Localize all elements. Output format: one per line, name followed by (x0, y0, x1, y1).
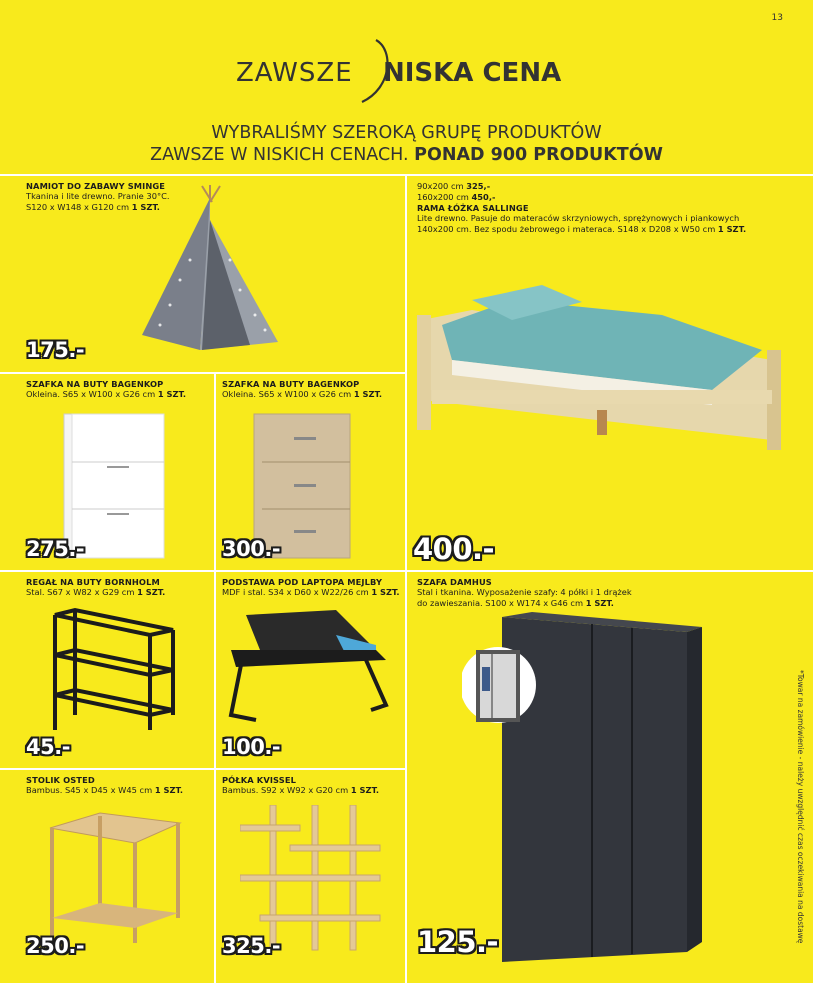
product-dimensions: MDF i stal. S34 x D60 x W22/26 cm (222, 587, 369, 597)
product-dimensions: S120 x W148 x G120 cm (26, 202, 130, 212)
product-dimensions: 140x200 cm. Bez spodu żebrowego i materaca. S148 x D208 x W50 cm (417, 224, 716, 234)
product-shoe-rack[interactable] (26, 577, 212, 598)
shoe-rack-image (45, 605, 180, 735)
page-number: 13 (771, 13, 783, 23)
product-bed[interactable] (417, 181, 797, 235)
product-qty: 1 SZT. (371, 587, 400, 597)
price-shelf: 325.- (222, 934, 281, 958)
bed-variant1 (417, 181, 797, 192)
variant-size: 160x200 cm (417, 192, 469, 202)
wardrobe-image (462, 612, 707, 972)
product-qty: 1 SZT. (717, 224, 747, 234)
variant-size: 90x200 cm (417, 181, 464, 191)
bed-image (412, 280, 797, 460)
side-note-text: *Towar na zamówienie - należy uwzględnić czas oczekiwania na dostawę (796, 670, 805, 944)
price-shoe-rack: 45.- (26, 735, 70, 759)
product-qty: 1 SZT. (353, 389, 383, 399)
divider-vertical-main (405, 174, 407, 983)
price-shoe-cabinet-oak: 300.- (222, 537, 281, 561)
product-dimensions: Bambus. S45 x D45 x W45 cm (26, 785, 153, 795)
product-desc: Tkanina i lite drewno. Pranie 30°C. (26, 191, 170, 201)
product-name: SZAFA DAMHUS (417, 577, 492, 587)
headline-line2 (0, 144, 813, 166)
product-qty: 1 SZT. (585, 598, 614, 608)
side-table-image (40, 808, 190, 948)
product-size (222, 587, 402, 598)
product-dimensions: Okleina. S65 x W100 x G26 cm (26, 389, 156, 399)
product-name: STOLIK OSTED (26, 775, 95, 785)
product-dimensions: Okleina. S65 x W100 x G26 cm (222, 389, 352, 399)
product-qty: 1 SZT. (157, 389, 187, 399)
zawsze-niska-cena-logo (0, 40, 813, 120)
headline-line2-bold: PONAD 900 PRODUKTÓW (414, 145, 663, 165)
product-size (26, 587, 212, 598)
price-side-table: 250.- (26, 934, 85, 958)
product-qty: 1 SZT. (350, 785, 380, 795)
headline (0, 122, 813, 166)
product-size (26, 785, 212, 796)
divider-vertical-left (214, 372, 216, 983)
divider-row3 (0, 768, 406, 770)
variant-price: 325,- (466, 181, 491, 191)
side-note (793, 670, 807, 960)
price-laptop-stand: 100.- (222, 735, 281, 759)
product-size (26, 389, 212, 400)
product-size (417, 598, 777, 609)
product-desc: Lite drewno. Pasuje do materaców skrzyniowych, sprężynowych i piankowych (417, 213, 740, 223)
product-name: SZAFKA NA BUTY BAGENKOP (26, 379, 164, 389)
product-size (417, 224, 797, 235)
divider-row2 (0, 570, 813, 572)
price-tent: 175.- (26, 338, 85, 362)
product-shoe-cabinet-white[interactable] (26, 379, 212, 400)
logo-word-niska-cena: NISKA CENA (383, 58, 562, 88)
variant-price: 450,- (471, 192, 496, 202)
product-laptop-stand[interactable] (222, 577, 402, 598)
product-name: PÓŁKA KVISSEL (222, 775, 296, 785)
divider-top (0, 174, 813, 176)
price-bed: 400.- (413, 532, 495, 566)
product-qty: 1 SZT. (137, 587, 166, 597)
product-name: SZAFKA NA BUTY BAGENKOP (222, 379, 360, 389)
laptop-stand-image (226, 605, 396, 730)
product-name: PODSTAWA POD LAPTOPA MEJLBY (222, 577, 383, 587)
product-name: REGAŁ NA BUTY BORNHOLM (26, 577, 160, 587)
product-qty: 1 SZT. (154, 785, 184, 795)
product-qty: 1 SZT. (131, 202, 160, 212)
divider-row1 (0, 372, 406, 374)
product-size (222, 785, 402, 796)
product-shelf[interactable] (222, 775, 402, 796)
price-shoe-cabinet-white: 275.- (26, 537, 85, 561)
product-dimensions: Stal. S67 x W82 x G29 cm (26, 587, 135, 597)
shelf-image (240, 805, 385, 955)
price-wardrobe: 125.- (417, 925, 499, 959)
product-shoe-cabinet-oak[interactable] (222, 379, 402, 400)
bed-variant2 (417, 192, 797, 203)
product-size (222, 389, 402, 400)
product-dimensions: do zawieszania. S100 x W174 x G46 cm (417, 598, 584, 608)
headline-line1: WYBRALIŚMY SZEROKĄ GRUPĘ PRODUKTÓW (211, 123, 602, 143)
logo-word-zawsze: ZAWSZE (236, 58, 353, 88)
headline-line2-regular: ZAWSZE W NISKICH CENACH. (150, 145, 415, 165)
tent-image (140, 180, 290, 360)
product-name: NAMIOT DO ZABAWY SMINGE (26, 181, 166, 191)
product-side-table[interactable] (26, 775, 212, 796)
product-dimensions: Bambus. S92 x W92 x G20 cm (222, 785, 349, 795)
product-wardrobe[interactable] (417, 577, 777, 609)
product-desc: Stal i tkanina. Wyposażenie szafy: 4 półki i 1 drążek (417, 587, 632, 597)
product-name: RAMA ŁÓŻKA SALLINGE (417, 203, 529, 213)
